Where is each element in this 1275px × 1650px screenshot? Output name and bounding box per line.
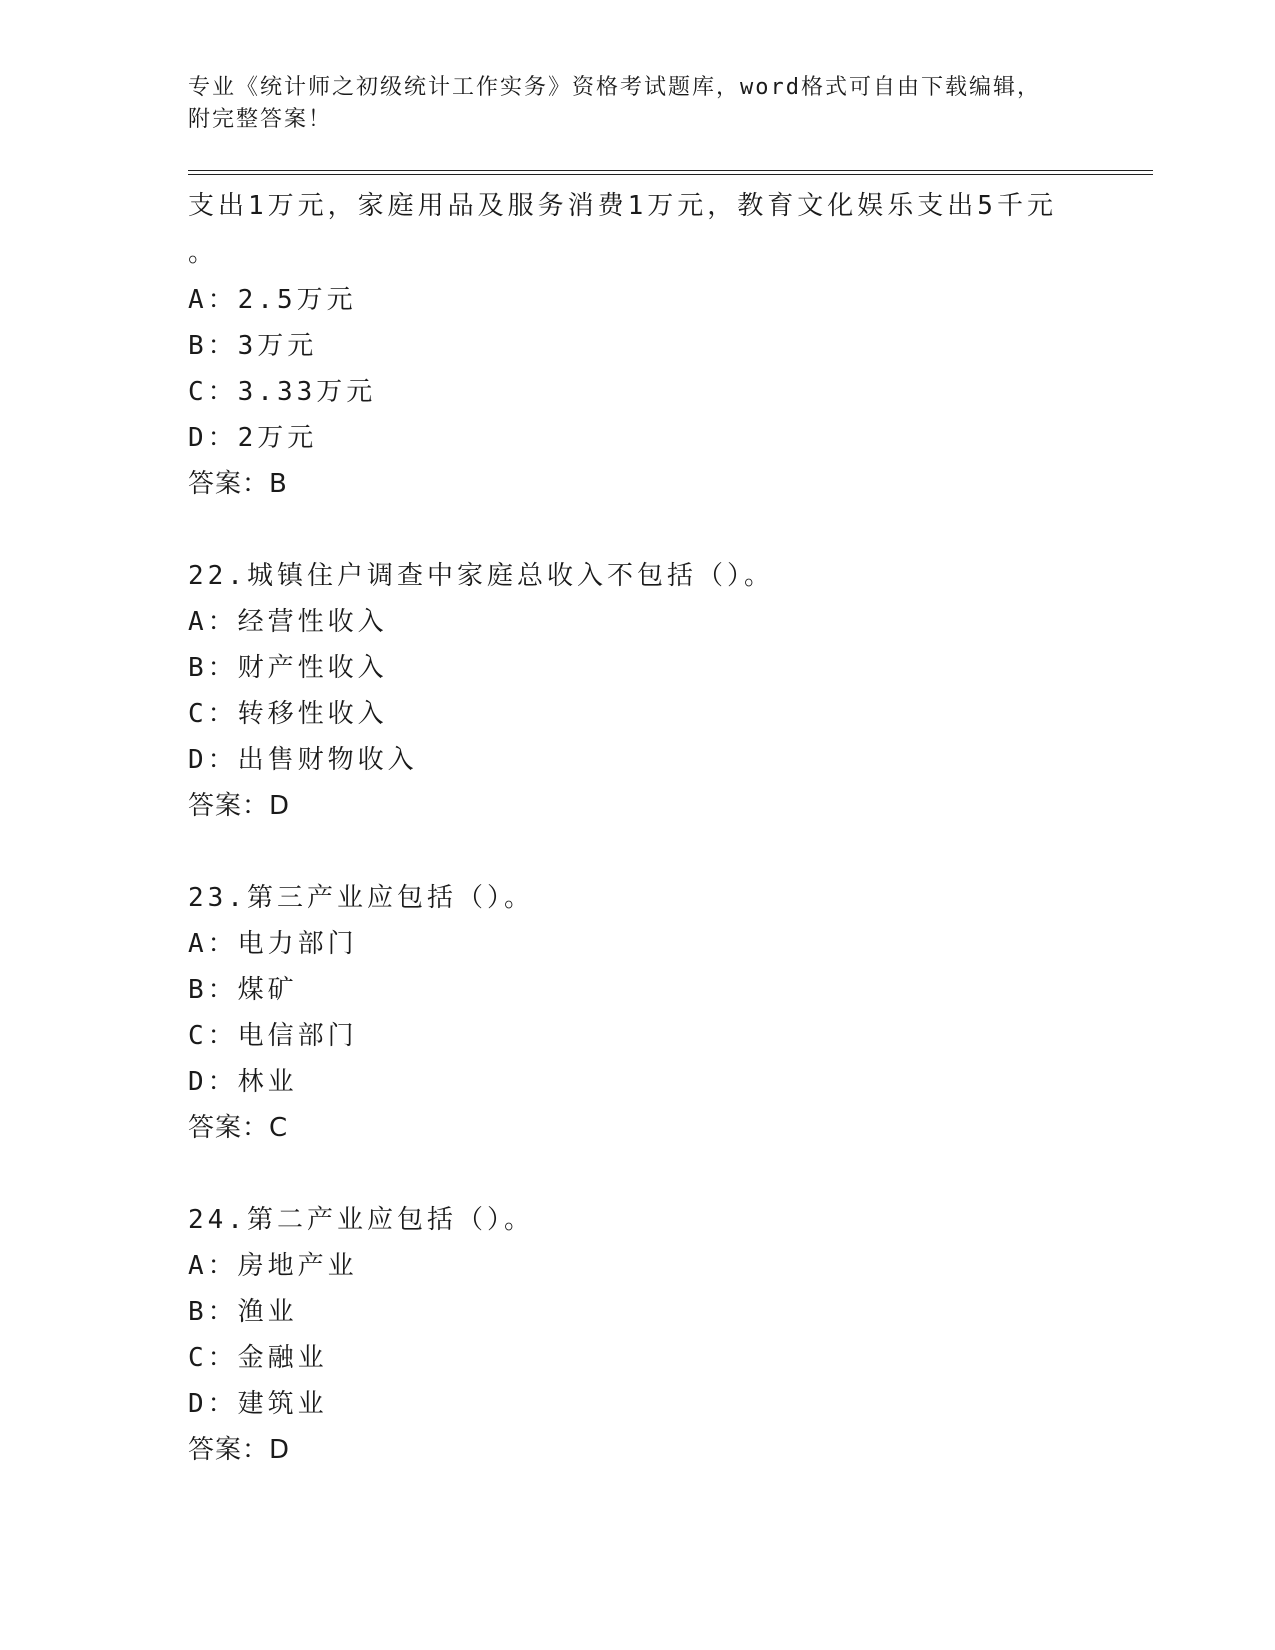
answer-line: 答案：D [188, 791, 291, 821]
question-block-24 [188, 1197, 1153, 1473]
question-list [188, 183, 1153, 1473]
question-stem: 23.第三产业应包括（）。 [188, 883, 534, 913]
document-header [188, 72, 1153, 136]
question-spacer [188, 507, 1153, 553]
option-d: D：2万元 [188, 423, 318, 453]
option-a: A：经营性收入 [188, 607, 388, 637]
question-block-continued [188, 183, 1153, 507]
header-line-1: 专业《统计师之初级统计工作实务》资格考试题库，word格式可自由下载编辑， [188, 75, 1041, 100]
question-spacer [188, 1151, 1153, 1197]
question-stem-period: 。 [188, 238, 219, 268]
answer-line: 答案：B [188, 469, 288, 499]
question-spacer [188, 829, 1153, 875]
header-line-2: 附完整答案！ [188, 107, 333, 132]
option-b: B：煤矿 [188, 975, 298, 1005]
question-stem: 22.城镇住户调查中家庭总收入不包括（）。 [188, 561, 774, 591]
question-block-23 [188, 875, 1153, 1151]
option-a: A：房地产业 [188, 1251, 358, 1281]
option-b: B：财产性收入 [188, 653, 388, 683]
option-c: C：转移性收入 [188, 699, 388, 729]
double-rule-divider [188, 170, 1153, 175]
option-a: A：2.5万元 [188, 285, 357, 315]
option-b: B：渔业 [188, 1297, 298, 1327]
option-d: D：林业 [188, 1067, 298, 1097]
option-c: C：电信部门 [188, 1021, 358, 1051]
option-d: D：建筑业 [188, 1389, 328, 1419]
option-c: C：金融业 [188, 1343, 328, 1373]
option-a: A：电力部门 [188, 929, 358, 959]
document-page [188, 72, 1153, 1473]
question-stem-continued: 支出1万元，家庭用品及服务消费1万元，教育文化娱乐支出5千元 [188, 191, 1057, 221]
answer-line: 答案：D [188, 1435, 291, 1465]
question-stem: 24.第二产业应包括（）。 [188, 1205, 534, 1235]
answer-line: 答案：C [188, 1113, 289, 1143]
option-b: B：3万元 [188, 331, 318, 361]
option-d: D：出售财物收入 [188, 745, 418, 775]
option-c: C：3.33万元 [188, 377, 377, 407]
question-block-22 [188, 553, 1153, 829]
